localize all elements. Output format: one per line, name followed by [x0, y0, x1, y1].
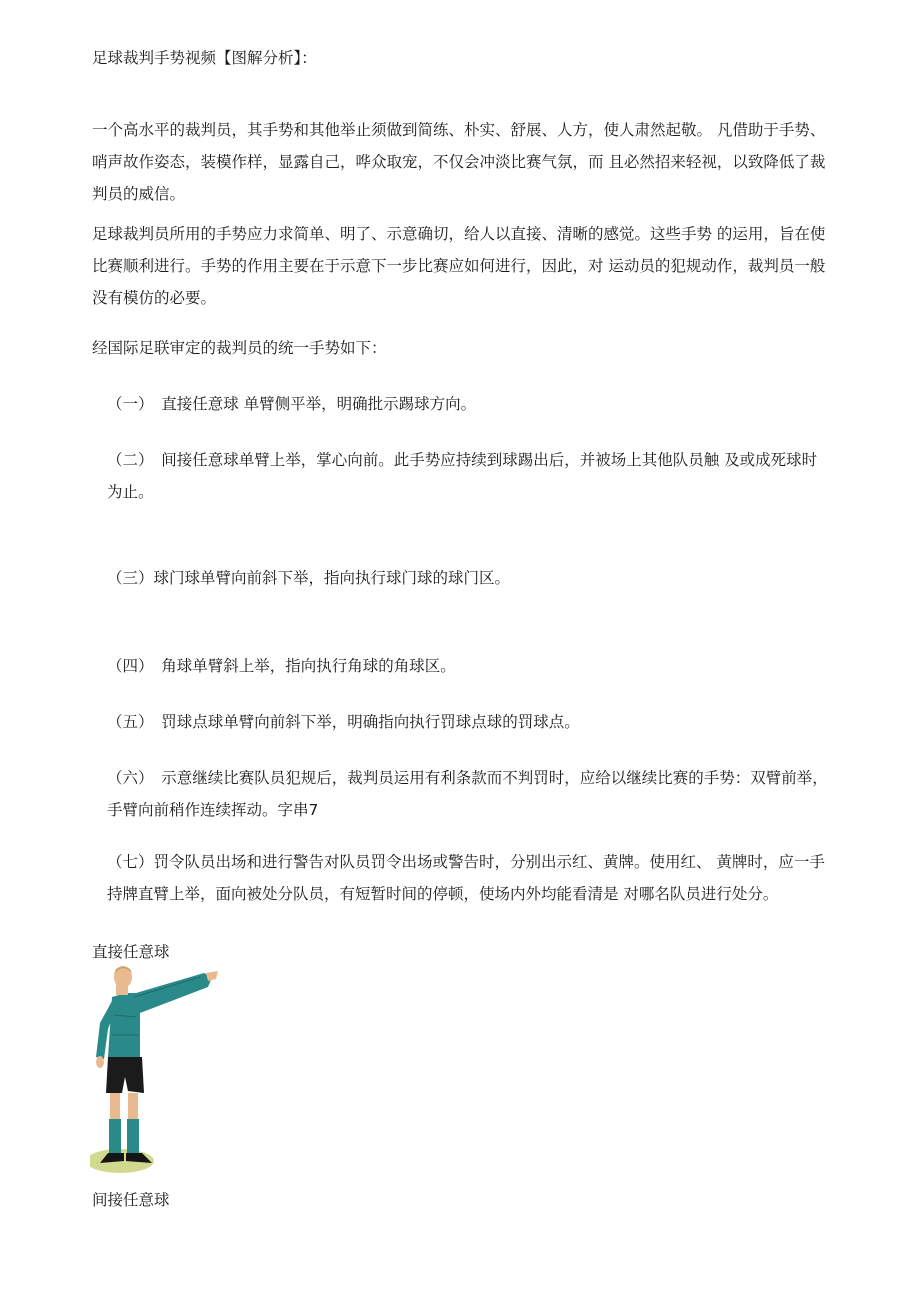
intro-paragraph-2: 足球裁判员所用的手势应力求简单、明了、示意确切，给人以直接、清晰的感觉。这些手势 的运用，旨在使比赛顺利进行。手势的作用主要在于示意下一步比赛应如何进行，因此，对 运动员的犯规动作，裁判员一般没有模仿的必要。 [92, 225, 826, 307]
gesture-item-1: （一） 直接任意球 单臂侧平举，明确批示踢球方向。 [107, 395, 477, 413]
intro-paragraph-3: 经国际足联审定的裁判员的统一手势如下： [92, 339, 387, 357]
figure-caption-direct: 直接任意球 [92, 943, 170, 961]
gesture-item-2: （二） 间接任意球单臂上举，掌心向前。此手势应持续到球踢出后，并被场上其他队员触 及或成死球时为止。 [107, 451, 818, 501]
figure-caption-indirect: 间接任意球 [92, 1191, 170, 1209]
gesture-item-5: （五） 罚球点球单臂向前斜下举，明确指向执行罚球点球的罚球点。 [107, 713, 580, 731]
gesture-item-6: （六） 示意继续比赛队员犯规后，裁判员运用有利条款而不判罚时，应给以继续比赛的手势：双臂前举，手臂向前稍作连续挥动。字串7 [107, 769, 828, 819]
referee-direct-free-kick-illustration [90, 965, 220, 1175]
gesture-item-7: （七）罚令队员出场和进行警告对队员罚令出场或警告时，分别出示红、黄牌。使用红、 黄牌时，应一手持牌直臂上举，面向被处分队员，有短暂时间的停顿，使场内外均能看清是 对哪名队员进行处分。 [107, 853, 825, 903]
gesture-item-3: （三）球门球单臂向前斜下举，指向执行球门球的球门区。 [107, 569, 511, 587]
gesture-item-4: （四） 角球单臂斜上举，指向执行角球的角球区。 [107, 657, 456, 675]
page-title: 足球裁判手势视频【图解分析】： [92, 49, 317, 67]
intro-paragraph-1: 一个高水平的裁判员，其手势和其他举止须做到简练、朴实、舒展、人方，使人肃然起敬。 凡借助于手势、哨声故作姿态，装模作样，显露自己，哗众取宠，不仅会冲淡比赛气氛，而 且必然招来轻视，以致降低了裁判员的威信。 [92, 121, 826, 203]
